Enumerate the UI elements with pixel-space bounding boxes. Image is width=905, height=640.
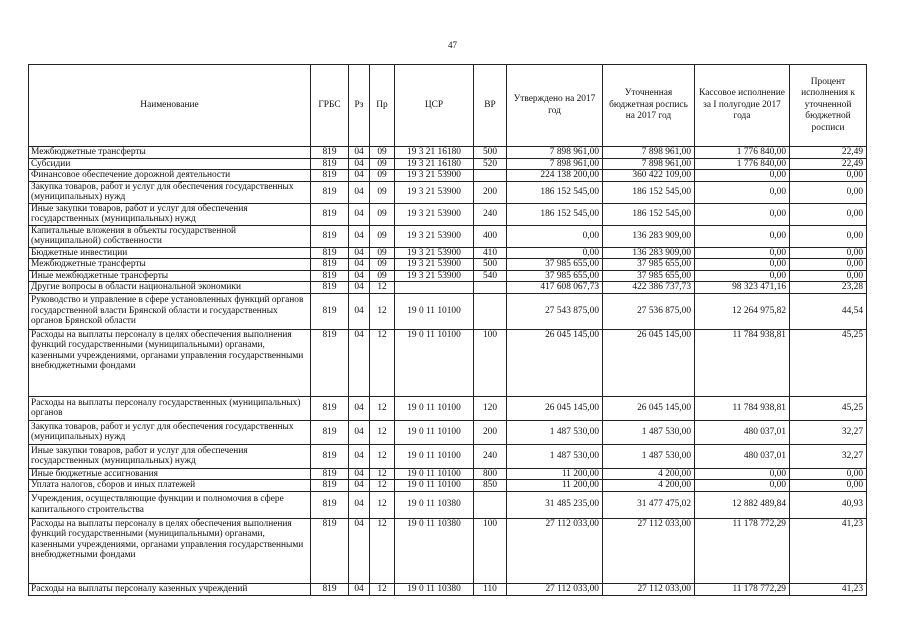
table-row: [29, 259, 867, 271]
row-rz-cell: 04: [349, 329, 370, 396]
row-rz-cell: 04: [349, 518, 370, 583]
row-percent-cell: 32,27: [790, 444, 867, 468]
row-pr-cell: 09: [370, 247, 395, 259]
header-vr: ВР: [474, 65, 507, 147]
row-pr-cell: 09: [370, 170, 395, 182]
table-row: [29, 396, 867, 420]
row-approved-cell: 37 985 655,00: [507, 270, 603, 282]
header-cash-execution: Кассовое исполнение за I полугодие 2017 года: [695, 65, 790, 147]
row-cash-execution-cell: 0,00: [695, 247, 790, 259]
row-refined-cell: 7 898 961,00: [603, 158, 695, 170]
row-approved-cell: 1 487 530,00: [507, 420, 603, 444]
row-cash-execution-cell: 480 037,01: [695, 420, 790, 444]
row-csr-cell: 19 3 21 53900: [395, 203, 474, 225]
row-vr-cell: 800: [474, 468, 507, 480]
table-row: [29, 444, 867, 468]
row-pr-cell: 09: [370, 147, 395, 159]
row-pr-cell: 12: [370, 396, 395, 420]
row-refined-cell: 136 283 909,00: [603, 247, 695, 259]
row-refined-cell: 31 477 475,02: [603, 491, 695, 518]
row-refined-cell: 37 985 655,00: [603, 259, 695, 271]
row-vr-cell: [474, 170, 507, 182]
row-refined-cell: 1 487 530,00: [603, 420, 695, 444]
row-percent-cell: 41,23: [790, 583, 867, 595]
row-pr-cell: 12: [370, 583, 395, 595]
row-name-cell: Капитальные вложения в объекты государственной (муниципальной) собственности: [29, 225, 311, 247]
row-percent-cell: 0,00: [790, 480, 867, 492]
budget-execution-table: [28, 64, 867, 596]
row-pr-cell: 09: [370, 225, 395, 247]
row-cash-execution-cell: 11 784 938,81: [695, 396, 790, 420]
row-csr-cell: 19 0 11 10380: [395, 583, 474, 595]
row-percent-cell: 45,25: [790, 396, 867, 420]
row-cash-execution-cell: 0,00: [695, 480, 790, 492]
row-approved-cell: 7 898 961,00: [507, 158, 603, 170]
header-approved: Утверждено на 2017 год: [507, 65, 603, 147]
row-vr-cell: 200: [474, 420, 507, 444]
row-pr-cell: 12: [370, 444, 395, 468]
row-cash-execution-cell: 11 784 938,81: [695, 329, 790, 396]
row-percent-cell: 22,49: [790, 147, 867, 159]
table-row: [29, 518, 867, 583]
row-csr-cell: 19 0 11 10100: [395, 396, 474, 420]
row-name-cell: Межбюджетные трансферты: [29, 147, 311, 159]
table-row: [29, 158, 867, 170]
row-grbs-cell: 819: [311, 170, 349, 182]
row-name-cell: Расходы на выплаты персоналу в целях обеспечения выполнения функций государственными (муниципальными) органами, казенными учреждениями, органами управления государственными внебюджетными фондами: [29, 329, 311, 396]
row-cash-execution-cell: 11 178 772,29: [695, 518, 790, 583]
row-refined-cell: 26 045 145,00: [603, 396, 695, 420]
row-grbs-cell: 819: [311, 259, 349, 271]
row-cash-execution-cell: 0,00: [695, 270, 790, 282]
row-vr-cell: 410: [474, 247, 507, 259]
row-approved-cell: 26 045 145,00: [507, 329, 603, 396]
row-refined-cell: 4 200,00: [603, 480, 695, 492]
row-vr-cell: [474, 491, 507, 518]
row-rz-cell: 04: [349, 480, 370, 492]
row-percent-cell: 40,93: [790, 491, 867, 518]
header-grbs: ГРБС: [311, 65, 349, 147]
row-grbs-cell: 819: [311, 468, 349, 480]
row-cash-execution-cell: 12 264 975,82: [695, 293, 790, 329]
row-percent-cell: 23,28: [790, 282, 867, 294]
row-refined-cell: 4 200,00: [603, 468, 695, 480]
row-name-cell: Расходы на выплаты персоналу в целях обеспечения выполнения функций государственными (муниципальными) органами, казенными учреждениями, органами управления государственными внебюджетными фондами: [29, 518, 311, 583]
row-name-cell: Уплата налогов, сборов и иных платежей: [29, 480, 311, 492]
table-row: [29, 480, 867, 492]
table-row: [29, 225, 867, 247]
row-percent-cell: 41,23: [790, 518, 867, 583]
row-pr-cell: 09: [370, 203, 395, 225]
row-vr-cell: 520: [474, 158, 507, 170]
row-csr-cell: 19 0 11 10100: [395, 468, 474, 480]
table-row: [29, 247, 867, 259]
row-pr-cell: 09: [370, 270, 395, 282]
row-rz-cell: 04: [349, 181, 370, 203]
row-percent-cell: 0,00: [790, 225, 867, 247]
row-vr-cell: 100: [474, 329, 507, 396]
row-pr-cell: 12: [370, 480, 395, 492]
row-cash-execution-cell: 1 776 840,00: [695, 158, 790, 170]
row-vr-cell: 120: [474, 396, 507, 420]
header-execution-percent: Процент исполнения к уточненной бюджетной росписи: [790, 65, 867, 147]
row-csr-cell: 19 0 11 10100: [395, 444, 474, 468]
row-cash-execution-cell: 98 323 471,16: [695, 282, 790, 294]
row-rz-cell: 04: [349, 420, 370, 444]
row-name-cell: Руководство и управление в сфере установленных функций органов государственной власти Брянской области и государственных органов Брянской области: [29, 293, 311, 329]
page-number: 47: [448, 40, 457, 50]
row-pr-cell: 12: [370, 293, 395, 329]
row-vr-cell: 500: [474, 147, 507, 159]
row-rz-cell: 04: [349, 468, 370, 480]
row-approved-cell: 27 112 033,00: [507, 583, 603, 595]
header-refined: Уточненная бюджетная роспись на 2017 год: [603, 65, 695, 147]
table-row: [29, 181, 867, 203]
row-percent-cell: 0,00: [790, 247, 867, 259]
row-rz-cell: 04: [349, 282, 370, 294]
row-grbs-cell: 819: [311, 329, 349, 396]
row-rz-cell: 04: [349, 444, 370, 468]
row-rz-cell: 04: [349, 247, 370, 259]
row-csr-cell: 19 0 11 10100: [395, 420, 474, 444]
row-pr-cell: 12: [370, 518, 395, 583]
row-grbs-cell: 819: [311, 583, 349, 595]
row-vr-cell: 500: [474, 259, 507, 271]
row-pr-cell: 12: [370, 468, 395, 480]
row-approved-cell: 0,00: [507, 225, 603, 247]
row-cash-execution-cell: 0,00: [695, 170, 790, 182]
row-refined-cell: 136 283 909,00: [603, 225, 695, 247]
row-refined-cell: 27 536 875,00: [603, 293, 695, 329]
row-percent-cell: 0,00: [790, 203, 867, 225]
row-csr-cell: [395, 282, 474, 294]
row-rz-cell: 04: [349, 396, 370, 420]
row-rz-cell: 04: [349, 293, 370, 329]
row-grbs-cell: 819: [311, 491, 349, 518]
row-refined-cell: 7 898 961,00: [603, 147, 695, 159]
header-rz: Рз: [349, 65, 370, 147]
row-vr-cell: 100: [474, 518, 507, 583]
row-vr-cell: 200: [474, 181, 507, 203]
row-csr-cell: 19 0 11 10380: [395, 518, 474, 583]
row-cash-execution-cell: 480 037,01: [695, 444, 790, 468]
row-approved-cell: 0,00: [507, 247, 603, 259]
row-percent-cell: 0,00: [790, 468, 867, 480]
row-refined-cell: 422 386 737,73: [603, 282, 695, 294]
row-rz-cell: 04: [349, 491, 370, 518]
row-refined-cell: 27 112 033,00: [603, 583, 695, 595]
row-name-cell: Субсидии: [29, 158, 311, 170]
table-row: [29, 583, 867, 595]
table-row: [29, 491, 867, 518]
header-pr: Пр: [370, 65, 395, 147]
row-vr-cell: 400: [474, 225, 507, 247]
row-grbs-cell: 819: [311, 203, 349, 225]
table-row: [29, 282, 867, 294]
row-rz-cell: 04: [349, 203, 370, 225]
row-name-cell: Иные межбюджетные трансферты: [29, 270, 311, 282]
row-grbs-cell: 819: [311, 225, 349, 247]
row-grbs-cell: 819: [311, 147, 349, 159]
row-percent-cell: 0,00: [790, 259, 867, 271]
row-pr-cell: 09: [370, 259, 395, 271]
row-refined-cell: 186 152 545,00: [603, 203, 695, 225]
row-csr-cell: 19 3 21 53900: [395, 181, 474, 203]
row-name-cell: Финансовое обеспечение дорожной деятельности: [29, 170, 311, 182]
row-percent-cell: 0,00: [790, 270, 867, 282]
row-csr-cell: 19 3 21 53900: [395, 259, 474, 271]
row-csr-cell: 19 0 11 10100: [395, 480, 474, 492]
row-refined-cell: 27 112 033,00: [603, 518, 695, 583]
row-name-cell: Другие вопросы в области национальной экономики: [29, 282, 311, 294]
row-grbs-cell: 819: [311, 181, 349, 203]
row-csr-cell: 19 3 21 16180: [395, 158, 474, 170]
row-refined-cell: 37 985 655,00: [603, 270, 695, 282]
row-csr-cell: 19 3 21 53900: [395, 247, 474, 259]
row-csr-cell: 19 3 21 53900: [395, 270, 474, 282]
row-vr-cell: 240: [474, 203, 507, 225]
row-approved-cell: 27 543 875,00: [507, 293, 603, 329]
row-rz-cell: 04: [349, 225, 370, 247]
table-row: [29, 468, 867, 480]
row-csr-cell: 19 0 11 10100: [395, 329, 474, 396]
row-pr-cell: 12: [370, 282, 395, 294]
row-name-cell: Учреждения, осуществляющие функции и полномочия в сфере капитального строительства: [29, 491, 311, 518]
row-cash-execution-cell: 1 776 840,00: [695, 147, 790, 159]
row-grbs-cell: 819: [311, 293, 349, 329]
row-vr-cell: 850: [474, 480, 507, 492]
row-percent-cell: 0,00: [790, 170, 867, 182]
row-name-cell: Расходы на выплаты персоналу государственных (муниципальных) органов: [29, 396, 311, 420]
row-grbs-cell: 819: [311, 518, 349, 583]
row-grbs-cell: 819: [311, 158, 349, 170]
table-row: [29, 420, 867, 444]
row-rz-cell: 04: [349, 170, 370, 182]
row-name-cell: Иные закупки товаров, работ и услуг для обеспечения государственных (муниципальных) нужд: [29, 203, 311, 225]
row-csr-cell: 19 3 21 53900: [395, 225, 474, 247]
row-refined-cell: 360 422 109,00: [603, 170, 695, 182]
row-grbs-cell: 819: [311, 270, 349, 282]
row-approved-cell: 7 898 961,00: [507, 147, 603, 159]
row-approved-cell: 11 200,00: [507, 480, 603, 492]
row-name-cell: Закупка товаров, работ и услуг для обеспечения государственных (муниципальных) нужд: [29, 420, 311, 444]
table-row: [29, 203, 867, 225]
row-csr-cell: 19 0 11 10380: [395, 491, 474, 518]
row-rz-cell: 04: [349, 583, 370, 595]
table-row: [29, 293, 867, 329]
row-rz-cell: 04: [349, 158, 370, 170]
row-approved-cell: 37 985 655,00: [507, 259, 603, 271]
row-cash-execution-cell: 0,00: [695, 468, 790, 480]
row-grbs-cell: 819: [311, 396, 349, 420]
row-name-cell: Иные закупки товаров, работ и услуг для обеспечения государственных (муниципальных) нужд: [29, 444, 311, 468]
row-cash-execution-cell: 0,00: [695, 203, 790, 225]
row-approved-cell: 417 608 067,73: [507, 282, 603, 294]
row-approved-cell: 186 152 545,00: [507, 203, 603, 225]
row-approved-cell: 31 485 235,00: [507, 491, 603, 518]
row-csr-cell: 19 3 21 53900: [395, 170, 474, 182]
row-vr-cell: 110: [474, 583, 507, 595]
row-vr-cell: 540: [474, 270, 507, 282]
row-name-cell: Закупка товаров, работ и услуг для обеспечения государственных (муниципальных) нужд: [29, 181, 311, 203]
row-cash-execution-cell: 0,00: [695, 259, 790, 271]
row-approved-cell: 1 487 530,00: [507, 444, 603, 468]
row-approved-cell: 224 138 200,00: [507, 170, 603, 182]
row-percent-cell: 32,27: [790, 420, 867, 444]
row-grbs-cell: 819: [311, 282, 349, 294]
table-row: [29, 147, 867, 159]
row-name-cell: Иные бюджетные ассигнования: [29, 468, 311, 480]
header-name: Наименование: [29, 65, 311, 147]
row-grbs-cell: 819: [311, 444, 349, 468]
row-pr-cell: 09: [370, 158, 395, 170]
row-cash-execution-cell: 12 882 489,84: [695, 491, 790, 518]
row-pr-cell: 12: [370, 329, 395, 396]
row-vr-cell: [474, 282, 507, 294]
table-row: [29, 170, 867, 182]
table-row: [29, 329, 867, 396]
row-name-cell: Расходы на выплаты персоналу казенных учреждений: [29, 583, 311, 595]
row-percent-cell: 0,00: [790, 181, 867, 203]
row-grbs-cell: 819: [311, 480, 349, 492]
header-csr: ЦСР: [395, 65, 474, 147]
table-row: [29, 270, 867, 282]
row-pr-cell: 12: [370, 491, 395, 518]
row-approved-cell: 26 045 145,00: [507, 396, 603, 420]
row-approved-cell: 11 200,00: [507, 468, 603, 480]
row-cash-execution-cell: 11 178 772,29: [695, 583, 790, 595]
row-pr-cell: 09: [370, 181, 395, 203]
row-percent-cell: 22,49: [790, 158, 867, 170]
row-rz-cell: 04: [349, 259, 370, 271]
row-csr-cell: 19 3 21 16180: [395, 147, 474, 159]
row-vr-cell: [474, 293, 507, 329]
row-name-cell: Межбюджетные трансферты: [29, 259, 311, 271]
row-vr-cell: 240: [474, 444, 507, 468]
row-refined-cell: 1 487 530,00: [603, 444, 695, 468]
table-header-row: [29, 65, 867, 147]
row-rz-cell: 04: [349, 147, 370, 159]
row-pr-cell: 12: [370, 420, 395, 444]
row-percent-cell: 45,25: [790, 329, 867, 396]
row-approved-cell: 186 152 545,00: [507, 181, 603, 203]
row-cash-execution-cell: 0,00: [695, 181, 790, 203]
row-name-cell: Бюджетные инвестиции: [29, 247, 311, 259]
row-cash-execution-cell: 0,00: [695, 225, 790, 247]
row-grbs-cell: 819: [311, 247, 349, 259]
row-refined-cell: 186 152 545,00: [603, 181, 695, 203]
row-csr-cell: 19 0 11 10100: [395, 293, 474, 329]
row-approved-cell: 27 112 033,00: [507, 518, 603, 583]
row-percent-cell: 44,54: [790, 293, 867, 329]
row-grbs-cell: 819: [311, 420, 349, 444]
row-refined-cell: 26 045 145,00: [603, 329, 695, 396]
row-rz-cell: 04: [349, 270, 370, 282]
